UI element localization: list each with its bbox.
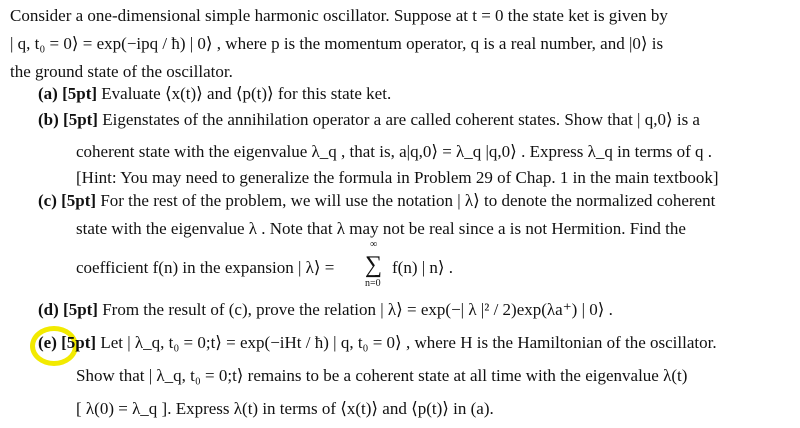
sum-upper-limit: ∞ — [370, 239, 378, 250]
part-e-text-3: [ λ(0) = λ_q ]. Express λ(t) in terms of ⟨x(t)⟩ and ⟨p(t)⟩ in (a). — [76, 399, 494, 418]
part-c-text-1: For the rest of the problem, we will use the notation | λ⟩ to denote the normalized coherent — [100, 191, 716, 210]
part-a-label: (a) [5pt] — [38, 84, 98, 103]
part-b-text-2: coherent state with the eigenvalue λ_q , that is, a|q,0⟩ = λ_q |q,0⟩ . Express λ_q in terms of q . — [76, 142, 713, 161]
part-c-label: (c) [5pt] — [38, 191, 97, 210]
part-e-text-2: Show that | λ_q, t₀ = 0;t⟩ remains to be a coherent state at all time with the eigenvalue λ(t) — [76, 366, 688, 385]
part-e — [38, 333, 717, 353]
intro-line-2: | q, t₀ = 0⟩ = exp(−ipq / ħ) | 0⟩ , where p is the momentum operator, q is a real number, and |0⟩ is — [10, 34, 664, 53]
part-a — [38, 84, 391, 104]
part-e-label: (e) [5pt] — [38, 333, 97, 352]
part-a-text: Evaluate ⟨x(t)⟩ and ⟨p(t)⟩ for this state ket. — [101, 84, 392, 103]
part-d-label: (d) [5pt] — [38, 300, 98, 319]
intro-line-1: Consider a one-dimensional simple harmonic oscillator. Suppose at t = 0 the state ket is given by — [10, 6, 668, 25]
intro-line-3: the ground state of the oscillator. — [10, 62, 233, 81]
part-d — [38, 300, 613, 320]
part-b-label: (b) [5pt] — [38, 110, 98, 129]
part-b-hint: [Hint: You may need to generalize the formula in Problem 29 of Chap. 1 in the main textbook] — [76, 168, 719, 187]
part-c-text-3b: f(n) | n⟩ . — [392, 258, 454, 277]
part-d-text: From the result of (c), prove the relation | λ⟩ = exp(−| λ |² / 2)exp(λa⁺) | 0⟩ . — [102, 300, 613, 319]
part-c-text-2: state with the eigenvalue λ . Note that λ may not be real since a is not Hermition. Find the — [76, 219, 686, 238]
part-b — [38, 110, 700, 130]
sum-lower-limit: n=0 — [365, 278, 381, 289]
part-c — [38, 191, 715, 211]
part-e-text-1: Let | λ_q, t₀ = 0;t⟩ = exp(−iHt / ħ) | q, t₀ = 0⟩ , where H is the Hamiltonian of the oscillator. — [100, 333, 717, 352]
sum-symbol: ∑ — [365, 252, 383, 278]
part-c-text-3a: coefficient f(n) in the expansion | λ⟩ = — [76, 258, 335, 277]
part-b-text-1: Eigenstates of the annihilation operator a are called coherent states. Show that | q,0⟩ is a — [102, 110, 700, 129]
